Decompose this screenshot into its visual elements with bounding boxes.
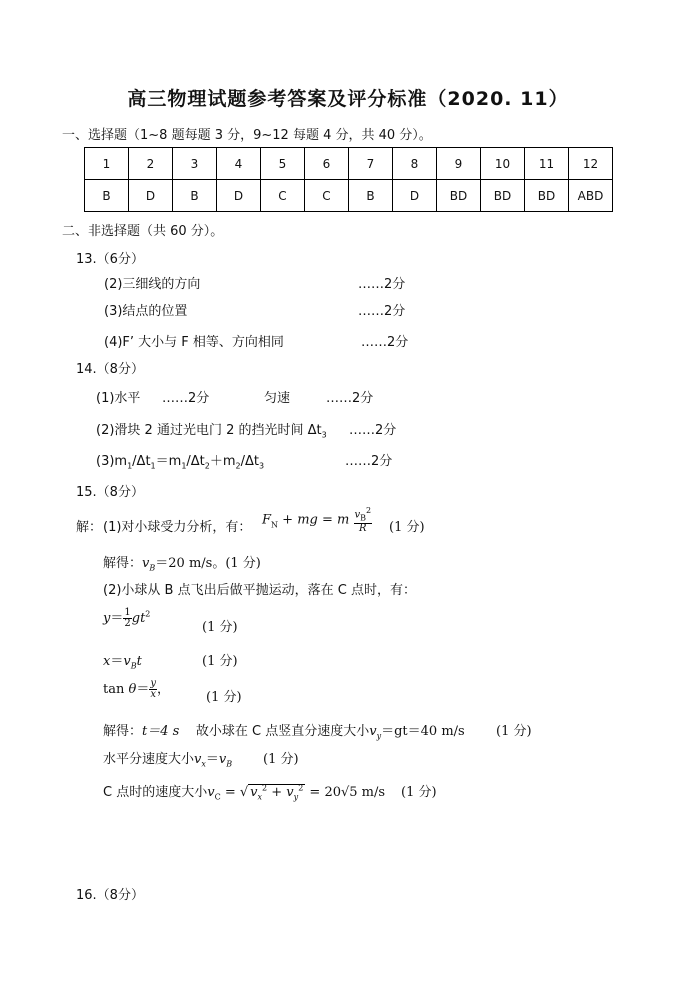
answer-table-number-cell: 12 — [569, 148, 613, 180]
q13-item-3: (3)结点的位置 — [104, 304, 188, 319]
q16-label: 16.（8分） — [76, 888, 144, 903]
q15-result-2: 解得：t＝4 s 故小球在 C 点竖直分速度大小$v_y=gt=40$ m/s — [103, 724, 465, 741]
answer-table-answer-cell: B — [349, 180, 393, 212]
q15-score-x: (1 分) — [202, 654, 238, 669]
answer-table-answer-cell: C — [305, 180, 349, 212]
q14-item-3: $(3)m_1/\Delta t_1=m_1/\Delta t_2+m_2/\Delta t_3$ — [96, 454, 265, 471]
page-title: 高三物理试题参考答案及评分标准（2020. 11） — [127, 88, 569, 110]
answer-table-number-cell: 4 — [217, 148, 261, 180]
answer-table-number-cell: 3 — [173, 148, 217, 180]
q14-item-1b: 匀速 — [264, 391, 291, 406]
q13-score-4: ……2分 — [361, 335, 409, 350]
answer-table-number-cell: 10 — [481, 148, 525, 180]
q14-score-2: ……2分 — [349, 423, 397, 438]
answer-table-answer-cell: BD — [437, 180, 481, 212]
answer-table-answer-cell: B — [85, 180, 129, 212]
answer-table-number-cell: 8 — [393, 148, 437, 180]
answer-table — [84, 147, 613, 212]
q15-solution-label: 解： — [76, 520, 103, 535]
answer-table-number-cell: 7 — [349, 148, 393, 180]
q13-label: 13.（6分） — [76, 252, 144, 267]
q15-score-vy: (1 分) — [496, 724, 532, 739]
q15-part1-text: (1)对小球受力分析，有： — [103, 520, 252, 535]
answer-table-number-cell: 5 — [261, 148, 305, 180]
section2-heading: 二、非选择题（共 60 分）。 — [62, 224, 224, 239]
answer-table-answer-cell: ABD — [569, 180, 613, 212]
q15-score-force: (1 分) — [389, 520, 425, 535]
q14-score-1a: ……2分 — [162, 391, 210, 406]
answer-table-number-row — [85, 148, 613, 180]
q15-label: 15.（8分） — [76, 485, 144, 500]
q15-eq-x: $x=v_Bt$ — [103, 654, 142, 671]
section1-heading: 一、选择题（1~8 题每题 3 分，9~12 每题 4 分，共 40 分）。 — [62, 128, 432, 143]
answer-table-answer-cell: D — [217, 180, 261, 212]
q13-score-3: ……2分 — [358, 304, 406, 319]
answer-table-number-cell: 9 — [437, 148, 481, 180]
answer-table-number-cell: 6 — [305, 148, 349, 180]
q15-result-1: 解得：$v_B=20$ m/s。(1 分) — [103, 556, 261, 573]
q13-item-2: (2)三细线的方向 — [104, 277, 201, 292]
q15-c-velocity: C 点时的速度大小$v_C$ = √ $v_x^2 + v_y^2 = 20√5$ m/s — [103, 783, 386, 802]
answer-table-number-cell: 2 — [129, 148, 173, 180]
answer-table-answer-cell: D — [393, 180, 437, 212]
q15-part2-text: (2)小球从 B 点飞出后做平抛运动，落在 C 点时，有： — [103, 583, 416, 598]
q14-label: 14.（8分） — [76, 362, 144, 377]
q13-item-4: (4)F’ 大小与 F 相等、方向相同 — [104, 335, 284, 350]
answer-table-number-cell: 1 — [85, 148, 129, 180]
q15-score-vc: (1 分) — [401, 785, 437, 800]
answer-table-answer-cell: C — [261, 180, 305, 212]
answer-table-answer-cell: BD — [525, 180, 569, 212]
q15-horizontal-velocity: 水平分速度大小$v_x=v_B$ — [103, 752, 233, 769]
q15-score-y: (1 分) — [202, 620, 238, 635]
answer-table-answer-cell: B — [173, 180, 217, 212]
answer-table-number-cell: 11 — [525, 148, 569, 180]
q15-eq-tan: tan θ＝ $\frac{y}{x}$ ， — [103, 678, 170, 700]
q15-eq-y: y＝ $\frac{1}{2}$ $gt^2$ — [103, 607, 151, 629]
q14-score-3: ……2分 — [345, 454, 393, 469]
answer-table-answer-cell: BD — [481, 180, 525, 212]
q15-score-vx: (1 分) — [263, 752, 299, 767]
q14-item-2: (2)滑块 2 通过光电门 2 的挡光时间 $\Delta t_3$ — [96, 423, 327, 440]
q14-score-1b: ……2分 — [326, 391, 374, 406]
q14-item-1a: (1)水平 — [96, 391, 141, 406]
answer-table-answer-cell: D — [129, 180, 173, 212]
q15-score-tan: (1 分) — [206, 690, 242, 705]
q15-eq-force: $F_N$ + mg = m $\frac{v_B^2}{R}$ — [262, 506, 372, 535]
answer-table-answer-row — [85, 180, 613, 212]
q13-score-2: ……2分 — [358, 277, 406, 292]
